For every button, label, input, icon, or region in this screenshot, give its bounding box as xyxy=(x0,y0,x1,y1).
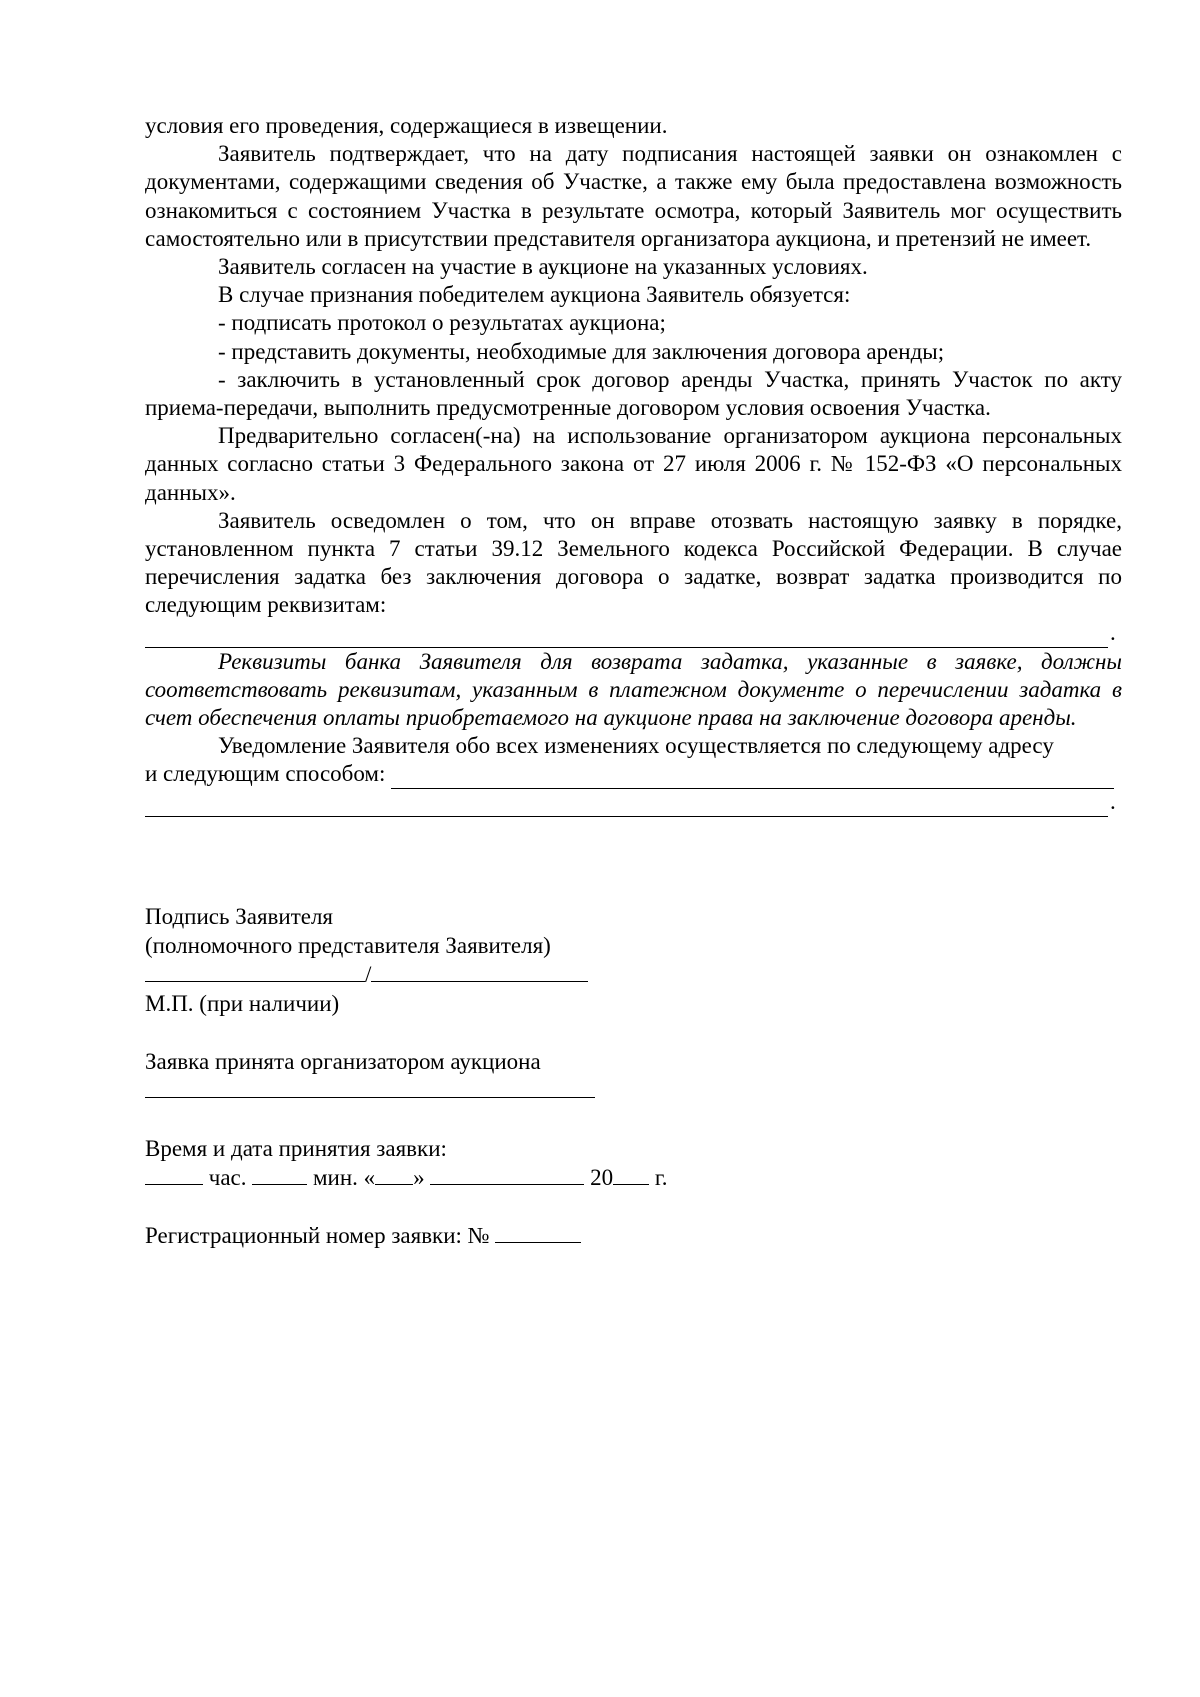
notice-extra-blank[interactable] xyxy=(145,796,1108,817)
application-body xyxy=(145,112,1122,817)
notice-paragraph: Уведомление Заявителя обо всех изменениях осуществляется по следующему адресу xyxy=(218,733,1054,759)
minutes-blank[interactable] xyxy=(252,1164,307,1185)
hours-label: час. xyxy=(208,1165,247,1190)
line-end-dot: . xyxy=(1110,789,1116,815)
minutes-label: мин. xyxy=(312,1165,358,1190)
signature-name-blank[interactable] xyxy=(371,961,588,982)
time-line[interactable] xyxy=(145,1163,845,1192)
paragraph-obligations-intro: В случае признания победителем аукциона Заявитель обязуется: xyxy=(218,282,851,308)
notice-method-line[interactable] xyxy=(145,760,1122,788)
accepted-blank[interactable] xyxy=(145,1077,595,1098)
signature-block xyxy=(145,902,845,1250)
accepted-label: Заявка принята организатором аукциона xyxy=(145,1049,541,1074)
obligation-item-protocol: - подписать протокол о результатах аукциона; xyxy=(218,310,666,336)
paragraph-acknowledgement: Заявитель подтверждает, что на дату подписания настоящей заявки он ознакомлен с документами, содержащими сведения об Участке, а также ему была предоставлена возможность ознакомиться с состоянием Участка в результате осмотра, который Заявитель мог осуществить самостоятельно или в присутствии представителя организатора аукциона, и претензий не имеет. xyxy=(145,141,1122,251)
signature-line[interactable] xyxy=(145,960,845,989)
signature-slash: / xyxy=(365,962,372,987)
registration-label: Регистрационный номер заявки: № xyxy=(145,1223,490,1248)
paragraph-conditions: условия его проведения, содержащиеся в извещении. xyxy=(145,113,668,138)
obligation-item-documents: - представить документы, необходимые для заключения договора аренды; xyxy=(218,338,945,364)
paragraph-withdrawal: Заявитель осведомлен о том, что он вправе отозвать настоящую заявку в порядке, установленном пункта 7 статьи 39.12 Земельного кодекса Российской Федерации. В случае перечисления задатка без заключения договора о задатке, возврат задатка производится по следующим реквизитам: xyxy=(145,507,1122,618)
signature-blank[interactable] xyxy=(145,961,365,982)
bank-details-line[interactable] xyxy=(145,620,1122,648)
registration-line[interactable] xyxy=(145,1221,845,1250)
year-blank[interactable] xyxy=(613,1164,649,1185)
bank-details-note: Реквизиты банка Заявителя для возврата задатка, указанные в заявке, должны соответствовать реквизитам, указанным в платежном документе о перечислении задатка в счет обеспечения оплаты приобретаемого на аукционе права на заключение договора аренды. xyxy=(145,648,1122,731)
year-prefix: 20 xyxy=(590,1165,614,1190)
accepted-line[interactable] xyxy=(145,1076,845,1105)
month-blank[interactable] xyxy=(430,1164,584,1185)
signature-representative-label: (полномочного представителя Заявителя) xyxy=(145,933,551,958)
quote-close: » xyxy=(413,1165,425,1190)
notice-method-blank[interactable] xyxy=(391,768,1114,789)
paragraph-personal-data: Предварительно согласен(-на) на использование организатором аукциона персональных данных согласно статьи 3 Федерального закона от 27 июля 2006 г. № 152-ФЗ «О персональных данных». xyxy=(145,423,1122,505)
bank-details-blank[interactable] xyxy=(145,627,1108,648)
line-end-dot: . xyxy=(1110,620,1116,646)
registration-number-blank[interactable] xyxy=(495,1222,581,1243)
year-suffix: г. xyxy=(654,1165,668,1190)
obligation-item-contract: - заключить в установленный срок договор аренды Участка, принять Участок по акту приема-передачи, выполнить предусмотренные договором условия освоения Участка. xyxy=(145,366,1122,421)
notice-method-label: и следующим способом: xyxy=(145,761,386,787)
hours-blank[interactable] xyxy=(145,1164,203,1185)
time-label: Время и дата принятия заявки: xyxy=(145,1136,447,1161)
quote-open: « xyxy=(363,1165,376,1190)
stamp-label: М.П. (при наличии) xyxy=(145,991,340,1016)
paragraph-consent: Заявитель согласен на участие в аукционе на указанных условиях. xyxy=(218,254,868,280)
signature-label: Подпись Заявителя xyxy=(145,904,334,929)
notice-extra-line[interactable] xyxy=(145,789,1122,817)
day-blank[interactable] xyxy=(375,1164,413,1185)
